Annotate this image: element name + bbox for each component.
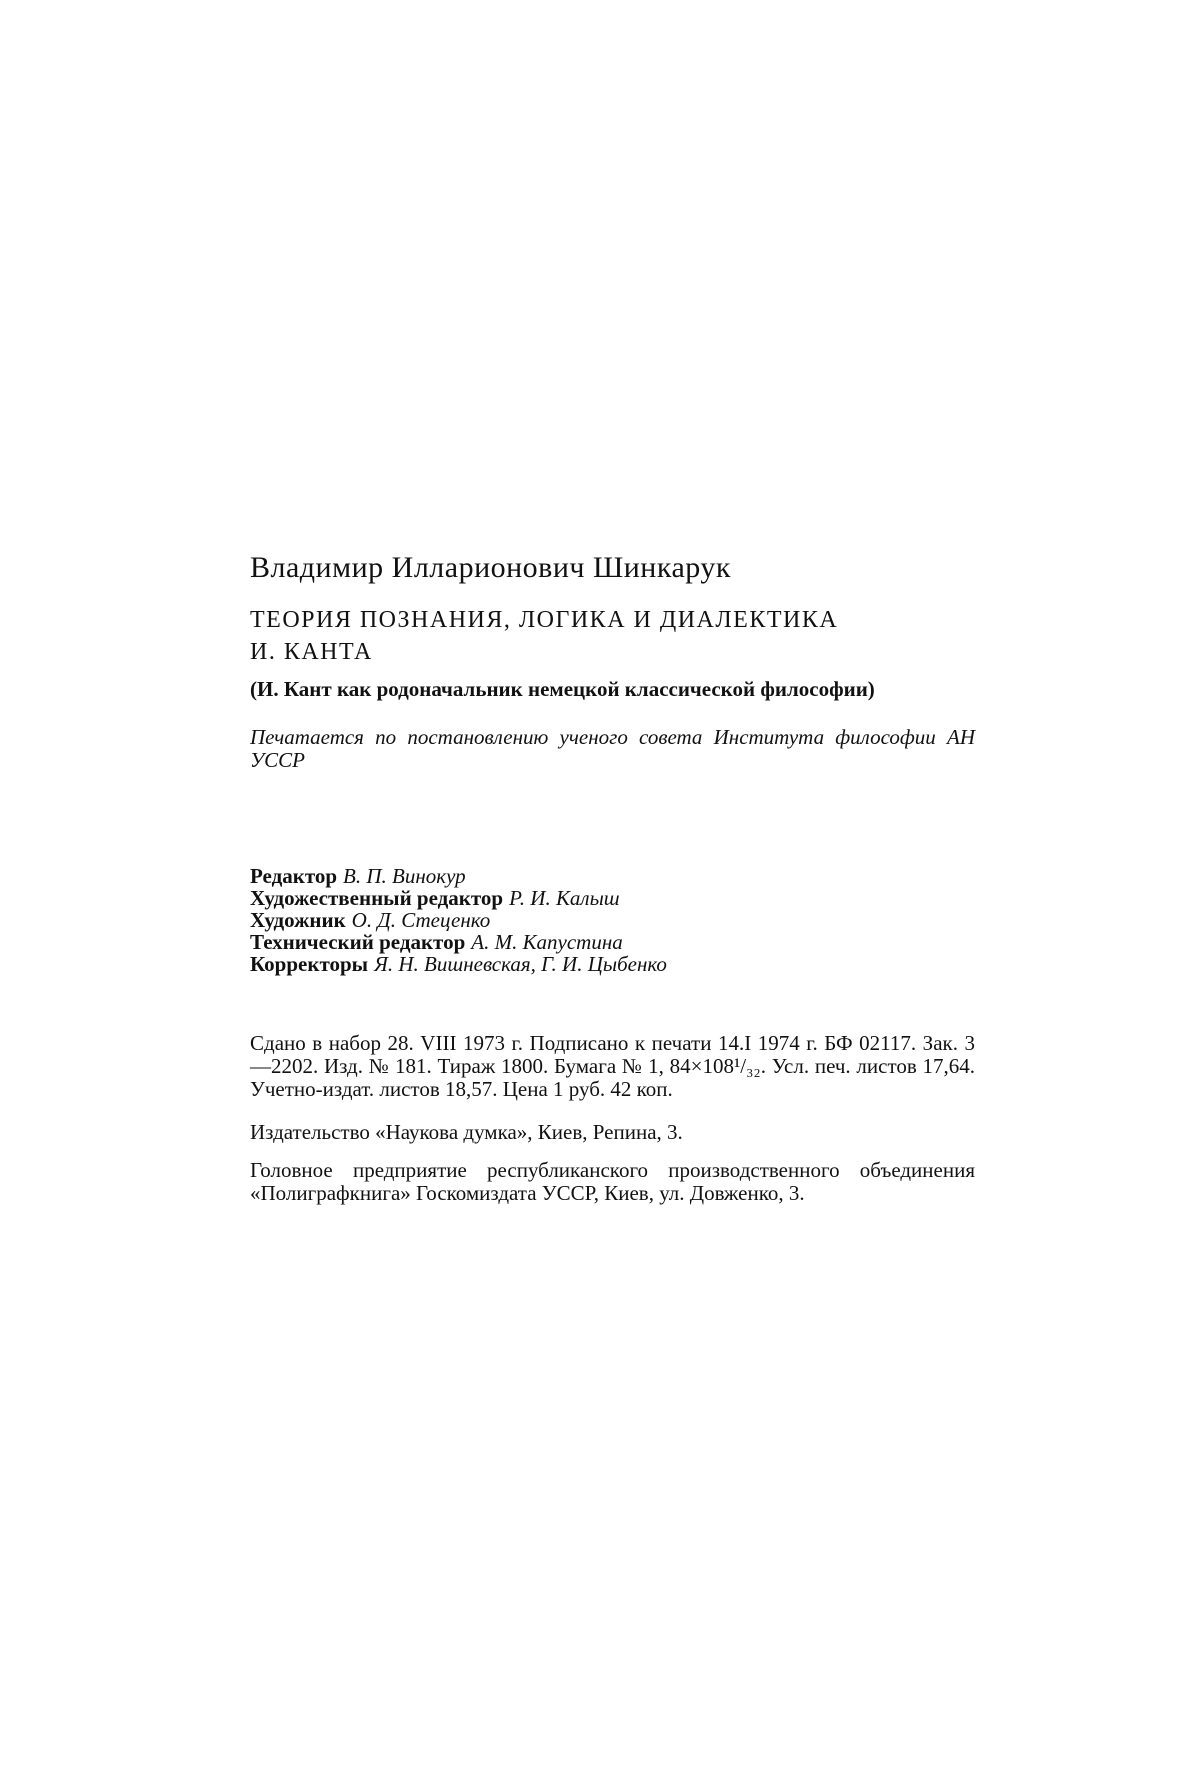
credit-name: А. М. Капустина xyxy=(471,930,623,954)
printer-line: Головное предприятие республиканского производственного объединения «Полиграфкнига» Госкомиздата УССР, Киев, ул. Довженко, 3. xyxy=(250,1158,975,1205)
credit-proofreaders xyxy=(250,953,975,975)
credit-artist xyxy=(250,909,975,931)
credit-art-editor xyxy=(250,887,975,909)
imprint-page xyxy=(250,550,975,1205)
credit-role: Технический редактор xyxy=(250,930,466,954)
credits-list xyxy=(250,865,975,975)
credit-role: Корректоры xyxy=(250,952,369,976)
credit-editor xyxy=(250,865,975,887)
approval-note: Печатается по постановлению ученого совета Института философии АН УССР xyxy=(250,725,975,772)
publisher-line: Издательство «Наукова думка», Киев, Репина, 3. xyxy=(250,1120,683,1144)
printing-details: Сдано в набор 28. VIII 1973 г. Подписано к печати 14.I 1974 г. БФ 02117. Зак. 3—2202. Изд. № 181. Тираж 1800. Бумага № 1, 84×108¹/₃₂. Усл. печ. листов 17,64. Учетно-издат. листов 18,57. Цена 1 руб. 42 коп. xyxy=(250,1031,975,1101)
author-name: Владимир Илларионович Шинкарук xyxy=(250,551,731,584)
credit-role: Художественный редактор xyxy=(250,886,504,910)
book-title-line-1: ТЕОРИЯ ПОЗНАНИЯ, ЛОГИКА И ДИАЛЕКТИКА xyxy=(250,607,839,633)
credit-role: Редактор xyxy=(250,864,338,888)
credit-name: О. Д. Стеценко xyxy=(351,908,491,932)
credit-name: Я. Н. Вишневская, Г. И. Цыбенко xyxy=(374,952,667,976)
book-title-line-2: И. КАНТА xyxy=(250,639,373,665)
credit-role: Художник xyxy=(250,908,346,932)
credit-name: В. П. Винокур xyxy=(343,864,466,888)
credit-tech-editor xyxy=(250,931,975,953)
book-subtitle: (И. Кант как родоначальник немецкой классической философии) xyxy=(250,677,875,701)
credit-name: Р. И. Калыш xyxy=(509,886,620,910)
